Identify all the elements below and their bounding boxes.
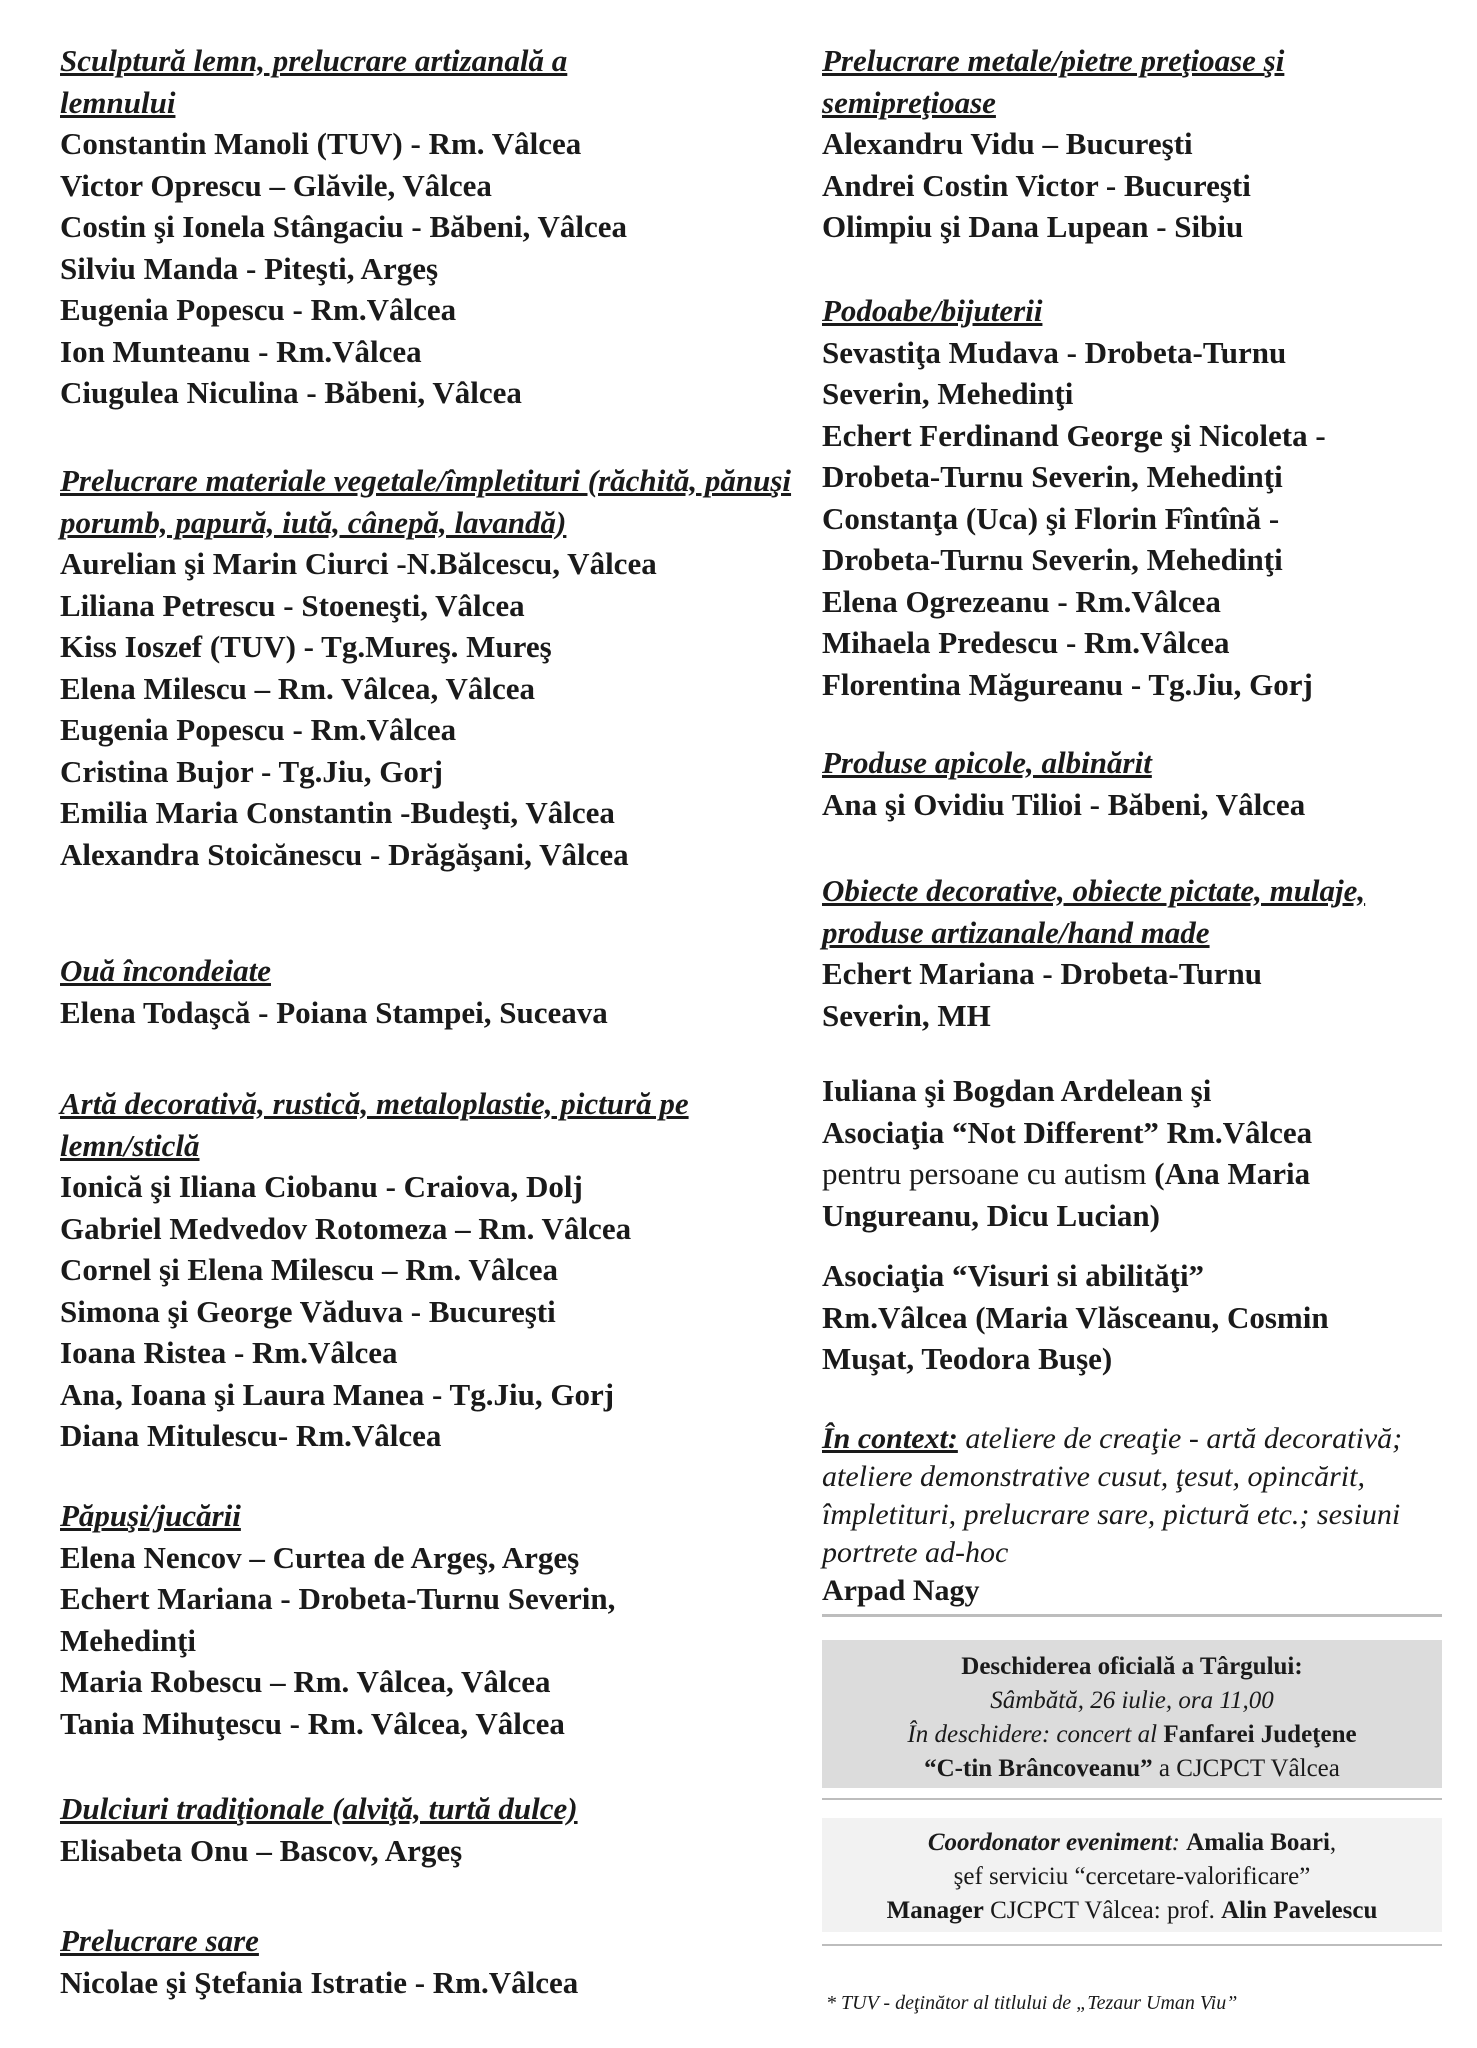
- list-item: Florentina Măgureanu - Tg.Jiu, Gorj: [822, 666, 1313, 702]
- list-item: Eugenia Popescu - Rm.Vâlcea: [60, 712, 457, 747]
- section-list: [822, 332, 1442, 706]
- list-item: Sevastiţa Mudava - Drobeta-Turnu: [822, 334, 1287, 370]
- list-item: Elena Nencov – Curtea de Argeş, Argeş: [60, 1539, 580, 1575]
- list-item: Olimpiu şi Dana Lupean - Sibiu: [822, 209, 1244, 244]
- list-item: Mihaela Predescu - Rm.Vâlcea: [822, 625, 1230, 660]
- entry-line: Asociaţia “Visuri si abilităţi”: [822, 1258, 1205, 1293]
- list-item: Cornel şi Elena Milescu – Rm. Vâlcea: [60, 1252, 558, 1287]
- entry-line: [822, 1153, 1442, 1195]
- list-item: Andrei Costin Victor - Bucureşti: [822, 167, 1251, 203]
- section-heading: Prelucrare metale/pietre preţioase şi semipreţioase: [822, 43, 1285, 120]
- list-item: Elena Ogrezeanu - Rm.Vâlcea: [822, 583, 1221, 619]
- list-item: Echert Mariana - Drobeta-Turnu Severin,: [60, 1581, 616, 1616]
- section-list: [60, 123, 820, 414]
- section-heading: Dulciuri tradiţionale (alviţă, turtă dulce): [60, 1791, 578, 1826]
- section-heading: Obiecte decorative, obiecte pictate, mulaje, produse artizanale/hand made: [822, 873, 1366, 950]
- section-heading: Păpuşi/jucării: [60, 1498, 241, 1533]
- entry-line: Ungureanu, Dicu Lucian): [822, 1197, 1160, 1233]
- section-apicole: [822, 742, 1442, 825]
- entry-line: Iuliana şi Bogdan Ardelean şi: [822, 1073, 1212, 1108]
- list-item: Constantin Manoli (TUV) - Rm. Vâlcea: [60, 126, 582, 161]
- section-sare: [60, 1920, 820, 2003]
- footnote: * TUV - deţinător al titlului de „Tezaur Uman Viu”: [826, 1992, 1238, 2014]
- list-item: Nicolae şi Ştefania Istratie - Rm.Vâlcea: [60, 1964, 579, 2000]
- list-item: Ionică şi Iliana Ciobanu - Craiova, Dolj: [60, 1169, 583, 1204]
- opening-title: Deschiderea oficială a Târgului:: [961, 1653, 1303, 1680]
- section-heading: Sculptură lemn, prelucrare artizanală a lemnului: [60, 43, 568, 120]
- list-item: Ion Munteanu - Rm.Vâlcea: [60, 333, 422, 369]
- context-text: ateliere de creaţie - artă decorativă; ateliere demonstrative cusut, ţesut, opincărit, împletituri, prelucrare sare, pictură etc.; sesiuni portrete ad-hoc: [822, 1422, 1403, 1569]
- section-dulciuri: [60, 1788, 820, 1871]
- list-item: Constanţa (Uca) şi Florin Fîntînă -: [822, 500, 1280, 536]
- section-not-different: [822, 1070, 1442, 1236]
- entry-bold-text: (Ana Maria: [1154, 1156, 1311, 1191]
- section-list: [60, 1962, 820, 2004]
- list-item: Aurelian şi Marin Ciurci -N.Bălcescu, Vâlcea: [60, 546, 657, 581]
- list-item: Echert Ferdinand George şi Nicoleta -: [822, 417, 1326, 453]
- section-visuri: [822, 1255, 1442, 1380]
- list-item: Mehedinţi: [60, 1622, 197, 1658]
- list-item: Alexandru Vidu – Bucureşti: [822, 126, 1193, 161]
- list-item: Gabriel Medvedov Rotomeza – Rm. Vâlcea: [60, 1210, 632, 1246]
- list-item: Echert Mariana - Drobeta-Turnu: [822, 956, 1263, 991]
- coordinator-role: şef serviciu “cercetare-valorificare”: [953, 1863, 1311, 1890]
- list-item: Alexandra Stoicănescu - Drăgăşani, Vâlcea: [60, 836, 629, 872]
- section-list: [60, 543, 820, 875]
- entry-plain-text: pentru persoane cu autism: [822, 1156, 1155, 1191]
- entry-line: Muşat, Teodora Buşe): [822, 1341, 1113, 1376]
- section-vegetale: [60, 460, 820, 875]
- entry-line: Asociaţia “Not Different” Rm.Vâlcea: [822, 1114, 1313, 1150]
- opening-concert: În deschidere: concert al Fanfarei Judeţene: [907, 1721, 1357, 1748]
- list-item: Cristina Bujor - Tg.Jiu, Gorj: [60, 753, 443, 789]
- list-item: Victor Oprescu – Glăvile, Vâlcea: [60, 167, 492, 203]
- list-item: Kiss Ioszef (TUV) - Tg.Mureş. Mureş: [60, 629, 552, 664]
- section-list: [822, 953, 1442, 1036]
- context-paragraph: [822, 1420, 1422, 1572]
- section-arta: [60, 1083, 820, 1457]
- section-heading: Ouă încondeiate: [60, 953, 271, 988]
- list-item: Severin, MH: [822, 997, 991, 1033]
- list-item: Ana, Ioana şi Laura Manea - Tg.Jiu, Gorj: [60, 1376, 615, 1412]
- list-item: Costin şi Ionela Stângaciu - Băbeni, Vâlcea: [60, 209, 627, 244]
- list-item: Elena Todaşcă - Poiana Stampei, Suceava: [60, 994, 608, 1030]
- section-list: [822, 784, 1442, 826]
- divider: [822, 1944, 1442, 1946]
- section-heading: Artă decorativă, rustică, metaloplastie, pictură pe lemn/sticlă: [60, 1086, 689, 1163]
- section-list: [60, 1537, 820, 1745]
- list-item: Tania Mihuţescu - Rm. Vâlcea, Vâlcea: [60, 1705, 565, 1741]
- section-heading: Prelucrare materiale vegetale/împletituri (răchită, pănuşi porumb, papură, iută, cânepă, lavandă): [60, 463, 792, 540]
- list-item: Maria Robescu – Rm. Vâlcea, Vâlcea: [60, 1664, 551, 1699]
- list-item: Severin, Mehedinţi: [822, 376, 1074, 411]
- section-sculptura: [60, 40, 820, 414]
- entry-line: Rm.Vâlcea (Maria Vlăsceanu, Cosmin: [822, 1299, 1329, 1335]
- list-item: Elisabeta Onu – Bascov, Argeş: [60, 1832, 463, 1868]
- manager-line: Manager CJCPCT Vâlcea: prof. Alin Pavelescu: [886, 1897, 1378, 1924]
- section-papusi: [60, 1495, 820, 1744]
- context-name: Arpad Nagy: [822, 1574, 980, 1607]
- list-item: Diana Mitulescu- Rm.Vâlcea: [60, 1418, 442, 1453]
- list-item: Drobeta-Turnu Severin, Mehedinţi: [822, 542, 1283, 577]
- list-item: Silviu Manda - Piteşti, Argeş: [60, 250, 439, 286]
- opening-date: Sâmbătă, 26 iulie, ora 11,00: [990, 1687, 1274, 1714]
- opening-fanfare: “C-tin Brâncoveanu” a CJCPCT Vâlcea: [924, 1755, 1340, 1782]
- context-label: În context:: [822, 1422, 958, 1455]
- section-oua: [60, 950, 820, 1033]
- list-item: Ana şi Ovidiu Tilioi - Băbeni, Vâlcea: [822, 786, 1306, 822]
- section-list: [822, 123, 1442, 248]
- section-decorative: [822, 870, 1442, 1036]
- list-item: Eugenia Popescu - Rm.Vâlcea: [60, 292, 457, 327]
- section-podoabe: [822, 290, 1442, 705]
- list-item: Drobeta-Turnu Severin, Mehedinţi: [822, 459, 1283, 494]
- section-list: [60, 992, 820, 1034]
- section-context: [822, 1420, 1442, 1610]
- list-item: Emilia Maria Constantin -Budeşti, Vâlcea: [60, 795, 615, 830]
- coordinator-box: [822, 1818, 1442, 1932]
- section-list: [60, 1830, 820, 1872]
- coordinator-line: Coordonator eveniment: Amalia Boari,: [927, 1829, 1337, 1856]
- list-item: Liliana Petrescu - Stoeneşti, Vâlcea: [60, 587, 525, 623]
- list-item: Ioana Ristea - Rm.Vâlcea: [60, 1335, 398, 1370]
- divider: [822, 1614, 1442, 1617]
- divider: [822, 1798, 1442, 1800]
- list-item: Elena Milescu – Rm. Vâlcea, Vâlcea: [60, 670, 535, 706]
- section-heading: Podoabe/bijuterii: [822, 293, 1043, 328]
- section-metale: [822, 40, 1442, 248]
- opening-box: [822, 1640, 1442, 1788]
- section-heading: Prelucrare sare: [60, 1923, 259, 1958]
- section-heading: Produse apicole, albinărit: [822, 745, 1152, 780]
- list-item: Simona şi George Văduva - Bucureşti: [60, 1293, 556, 1329]
- section-list: [60, 1166, 820, 1457]
- list-item: Ciugulea Niculina - Băbeni, Vâlcea: [60, 375, 522, 410]
